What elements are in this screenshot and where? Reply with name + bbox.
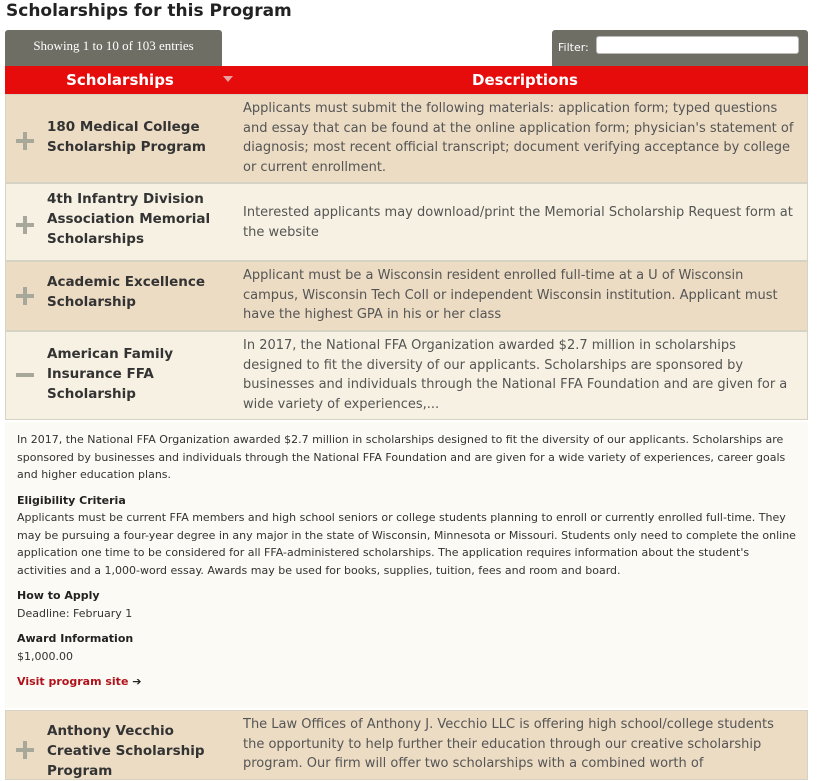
filter-input[interactable] <box>596 36 799 54</box>
column-header-scholarships-label: Scholarships <box>66 71 174 89</box>
scholarship-name: Anthony Vecchio Creative Scholarship Program <box>47 723 205 779</box>
arrow-right-icon: ➔ <box>132 675 142 688</box>
scholarship-name: Academic Excellence Scholarship <box>47 274 206 310</box>
scholarship-description: The Law Offices of Anthony J. Vecchio LLC is offering high school/college students the opportunity to help further their education through our creative scholarship program. Our firm will offer two scholarships with a combined worth of <box>243 717 774 771</box>
table-row-expanded[interactable] <box>5 331 808 420</box>
award-heading: Award Information <box>17 632 134 645</box>
filter-box <box>552 30 808 66</box>
apply-text: Deadline: February 1 <box>17 606 133 620</box>
plus-icon[interactable] <box>16 132 34 150</box>
eligibility-heading: Eligibility Criteria <box>17 493 126 507</box>
filter-label: Filter: <box>558 41 589 54</box>
apply-heading: How to Apply <box>17 589 100 602</box>
scholarship-description: Applicants must submit the following materials: application form; typed questions and essay that can be found at the online application form; physician's statement of diagnosis; most recent official transcript; document verifying acceptance by college or current enrollment. <box>243 101 794 175</box>
scholarship-name: American Family Insurance FFA Scholarship <box>47 346 174 402</box>
entries-info: Showing 1 to 10 of 103 entries <box>5 30 222 66</box>
scholarship-description: In 2017, the National FFA Organization awarded $2.7 million in scholarships designed to fit the diversity of our applicants. Scholarships are sponsored by businesses and individuals through the National FFA Foundation and are given for a wide variety of experiences,... <box>243 338 788 412</box>
scholarship-name: 4th Infantry Division Association Memorial Scholarships <box>47 191 211 247</box>
column-header-descriptions: Descriptions <box>472 71 578 89</box>
award-text: $1,000.00 <box>17 649 73 663</box>
table-header <box>5 66 808 94</box>
plus-icon[interactable] <box>16 741 34 759</box>
details-intro: In 2017, the National FFA Organization awarded $2.7 million in scholarships designed to fit the diversity of our applicants. Scholarships are sponsored by businesses and individuals through the National FFA Foundation and are given for a wide variety of experiences, career goals and higher education plans. <box>17 433 786 481</box>
table-row[interactable] <box>5 183 808 261</box>
visit-program-label: Visit program site <box>17 675 129 688</box>
plus-icon[interactable] <box>16 287 34 305</box>
minus-icon[interactable] <box>16 366 34 384</box>
table-row[interactable] <box>5 94 808 183</box>
sort-desc-icon[interactable] <box>223 76 233 82</box>
eligibility-text: Applicants must be current FFA members and high school seniors or college students planning to enroll or currently enrolled full-time. They may be pursuing a four-year degree in any major in the state of Wisconsin, Minnesota or Missouri. Students only need to complete the online application one time to be considered for all FFA-administered scholarships. The application requires information about the student's activities and a 1,000-word essay. Awards may be used for books, supplies, tuition, fees and room and board. <box>17 511 796 577</box>
scholarship-details <box>5 422 808 708</box>
scholarship-description: Applicant must be a Wisconsin resident enrolled full-time at a U of Wisconsin campus, Wisconsin Tech Coll or independent Wisconsin institution. Applicant must have the highest GPA in his or her class <box>243 268 778 322</box>
table-row[interactable] <box>5 710 808 780</box>
scholarship-name: 180 Medical College Scholarship Program <box>47 119 206 155</box>
table-toolbar <box>5 30 808 66</box>
visit-program-link[interactable] <box>17 675 141 688</box>
column-header-scholarships[interactable] <box>5 66 235 94</box>
plus-icon[interactable] <box>16 216 34 234</box>
table-row[interactable] <box>5 261 808 331</box>
scholarship-description: Interested applicants may download/print the Memorial Scholarship Request form at the website <box>243 205 793 240</box>
page-title: Scholarships for this Program <box>6 1 292 21</box>
